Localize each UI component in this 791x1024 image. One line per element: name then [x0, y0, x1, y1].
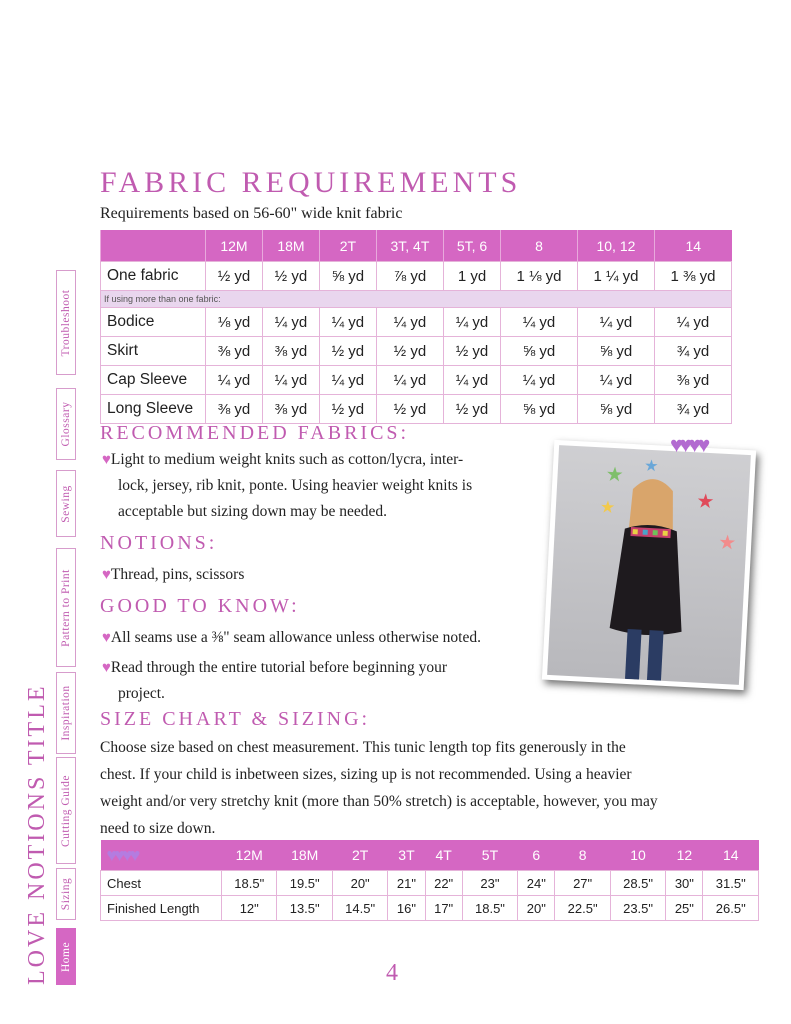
tab-pattern-to-print[interactable] — [56, 548, 76, 667]
recommended-line: lock, jersey, rib knit, ponte. Using heavier weight knits is — [118, 477, 473, 494]
page-number: 4 — [386, 960, 398, 986]
table-row — [101, 896, 759, 921]
table-cell: ¼ yd — [262, 366, 319, 395]
table-cell: ½ yd — [444, 337, 501, 366]
table-cell: ⅜ yd — [654, 366, 731, 395]
table-cell: 31.5" — [703, 871, 759, 896]
tab-sewing[interactable] — [56, 470, 76, 537]
table-cell: 25" — [666, 896, 703, 921]
heart-bullet-icon: ♥ — [102, 567, 111, 583]
recommended-line: Light to medium weight knits such as cotton/lycra, inter- — [110, 451, 464, 468]
heart-bullet-icon: ♥ — [102, 660, 111, 676]
table-cell: 26.5" — [703, 896, 759, 921]
table-cell: ¼ yd — [376, 308, 443, 337]
recommended-text — [102, 447, 542, 525]
star-icon: ★ — [599, 497, 616, 518]
table-cell: ¼ yd — [444, 366, 501, 395]
header-cell: 14 — [654, 230, 731, 262]
table-cell: ½ yd — [444, 395, 501, 424]
table-note: If using more than one fabric: — [101, 291, 732, 308]
tab-label: Cutting Guide — [60, 774, 72, 847]
good-to-know-item — [102, 655, 447, 707]
tab-label: Inspiration — [60, 685, 72, 741]
table-cell: ¼ yd — [500, 366, 577, 395]
table-cell: ⅜ yd — [206, 395, 263, 424]
table-cell: 1 ⅛ yd — [500, 262, 577, 291]
table-row — [101, 395, 732, 424]
table-header-row — [101, 230, 732, 262]
table-row — [101, 337, 732, 366]
table-cell: ⅜ yd — [206, 337, 263, 366]
size-chart-heading: SIZE CHART & SIZING: — [100, 708, 371, 730]
table-cell: 22.5" — [555, 896, 610, 921]
table-cell: 19.5" — [277, 871, 332, 896]
table-cell: ⅝ yd — [500, 337, 577, 366]
tab-sizing[interactable] — [56, 868, 76, 920]
header-cell: 12 — [666, 840, 703, 871]
row-label: One fabric — [101, 262, 206, 291]
table-cell: 18.5" — [462, 896, 517, 921]
table-cell: ¼ yd — [206, 366, 263, 395]
row-label: Long Sleeve — [101, 395, 206, 424]
table-cell: ⅛ yd — [206, 308, 263, 337]
table-row — [101, 366, 732, 395]
table-cell: 12" — [222, 896, 277, 921]
good-to-know-heading: GOOD TO KNOW: — [100, 595, 300, 617]
fabric-table — [100, 230, 732, 424]
table-cell: ¼ yd — [262, 308, 319, 337]
model-silhouette — [547, 445, 751, 685]
table-cell: ¼ yd — [319, 308, 376, 337]
header-cell: 3T — [388, 840, 425, 871]
header-cell: 10, 12 — [577, 230, 654, 262]
table-cell: 1 yd — [444, 262, 501, 291]
row-label: Skirt — [101, 337, 206, 366]
table-cell: 27" — [555, 871, 610, 896]
fabric-subheading: Requirements based on 56-60" wide knit fabric — [100, 205, 403, 222]
table-row — [101, 871, 759, 896]
tab-label: Sizing — [60, 877, 72, 911]
header-cell: 5T — [462, 840, 517, 871]
header-cell: 4T — [425, 840, 462, 871]
size-chart-paragraph — [100, 734, 760, 842]
heart-bullet-icon: ♥ — [102, 630, 111, 646]
table-cell: ⅜ yd — [262, 395, 319, 424]
header-cell — [101, 230, 206, 262]
table-cell: 1 ⅜ yd — [654, 262, 731, 291]
star-icon: ★ — [605, 463, 625, 487]
tab-label: Home — [60, 941, 72, 972]
size-table — [100, 840, 759, 921]
row-label: Cap Sleeve — [101, 366, 206, 395]
header-cell: 8 — [500, 230, 577, 262]
notions-text: Thread, pins, scissors — [110, 566, 245, 583]
table-cell: 20" — [518, 896, 555, 921]
row-label: Chest — [101, 871, 222, 896]
header-cell: 14 — [703, 840, 759, 871]
table-cell: 16" — [388, 896, 425, 921]
good-to-know-text: Read through the entire tutorial before beginning your — [110, 659, 448, 676]
table-cell: 30" — [666, 871, 703, 896]
table-cell: ¼ yd — [444, 308, 501, 337]
hearts-header-icon: ♥♥♥♥ — [101, 840, 222, 871]
notions-heading: NOTIONS: — [100, 532, 218, 554]
table-cell: ½ yd — [262, 262, 319, 291]
table-cell: ¾ yd — [654, 337, 731, 366]
star-icon: ★ — [717, 531, 737, 555]
tab-glossary[interactable] — [56, 388, 76, 460]
star-icon: ★ — [695, 490, 715, 514]
tab-inspiration[interactable] — [56, 672, 76, 754]
paragraph-line: need to size down. — [100, 820, 216, 837]
table-cell: 23" — [462, 871, 517, 896]
header-cell: 18M — [277, 840, 332, 871]
table-cell: ¼ yd — [577, 308, 654, 337]
table-cell: ⅝ yd — [577, 395, 654, 424]
table-cell: 24" — [518, 871, 555, 896]
header-cell: 3T, 4T — [376, 230, 443, 262]
header-cell: 8 — [555, 840, 610, 871]
table-cell: ¼ yd — [500, 308, 577, 337]
table-cell: 18.5" — [222, 871, 277, 896]
paragraph-line: chest. If your child is inbetween sizes, sizing up is not recommended. Using a heavier — [100, 766, 632, 783]
paragraph-line: Choose size based on chest measurement. This tunic length top fits generously in the — [100, 739, 626, 756]
hearts-decoration-icon: ♥♥♥♥ — [670, 432, 707, 457]
table-cell: ⅞ yd — [376, 262, 443, 291]
table-header-row — [101, 840, 759, 871]
row-label: Bodice — [101, 308, 206, 337]
recommended-line: acceptable but sizing down may be needed. — [118, 503, 387, 520]
heart-bullet-icon: ♥ — [102, 452, 111, 468]
table-cell: ¾ yd — [654, 395, 731, 424]
recommended-heading: RECOMMENDED FABRICS: — [100, 422, 410, 444]
model-photo — [542, 440, 756, 690]
tab-label: Sewing — [60, 484, 72, 523]
table-cell: ½ yd — [376, 395, 443, 424]
table-cell: 1 ¼ yd — [577, 262, 654, 291]
good-to-know-text: project. — [118, 685, 165, 702]
notions-item — [102, 562, 244, 588]
table-cell: ⅝ yd — [319, 262, 376, 291]
tab-cutting-guide[interactable] — [56, 757, 76, 864]
table-cell: 23.5" — [610, 896, 665, 921]
good-to-know-item — [102, 625, 481, 651]
header-cell: 10 — [610, 840, 665, 871]
page-heading: FABRIC REQUIREMENTS — [100, 166, 522, 199]
table-cell: 14.5" — [332, 896, 387, 921]
table-cell: ½ yd — [319, 395, 376, 424]
header-cell: 6 — [518, 840, 555, 871]
header-cell: 12M — [206, 230, 263, 262]
table-note-row — [101, 291, 732, 308]
table-cell: ½ yd — [319, 337, 376, 366]
table-cell: 28.5" — [610, 871, 665, 896]
header-cell: 18M — [262, 230, 319, 262]
table-cell: 13.5" — [277, 896, 332, 921]
row-label: Finished Length — [101, 896, 222, 921]
table-row — [101, 262, 732, 291]
table-cell: ¼ yd — [577, 366, 654, 395]
table-cell: 22" — [425, 871, 462, 896]
table-cell: ½ yd — [206, 262, 263, 291]
paragraph-line: weight and/or very stretchy knit (more than 50% stretch) is acceptable, however, you may — [100, 793, 658, 810]
side-title: LOVE NOTIONS TITLE — [24, 683, 50, 985]
table-cell: ¼ yd — [319, 366, 376, 395]
photo-image — [547, 445, 751, 685]
table-cell: 17" — [425, 896, 462, 921]
table-cell: 20" — [332, 871, 387, 896]
tab-troubleshoot[interactable] — [56, 270, 76, 375]
table-row — [101, 308, 732, 337]
tab-label: Troubleshoot — [60, 289, 72, 356]
tab-home[interactable] — [56, 928, 76, 985]
tab-label: Pattern to Print — [60, 568, 72, 647]
table-cell: ¼ yd — [654, 308, 731, 337]
table-cell: 21" — [388, 871, 425, 896]
table-cell: ⅝ yd — [577, 337, 654, 366]
header-cell: 12M — [222, 840, 277, 871]
table-cell: ¼ yd — [376, 366, 443, 395]
table-cell: ½ yd — [376, 337, 443, 366]
header-cell: 5T, 6 — [444, 230, 501, 262]
table-cell: ⅜ yd — [262, 337, 319, 366]
table-cell: ⅝ yd — [500, 395, 577, 424]
header-cell: 2T — [319, 230, 376, 262]
good-to-know-text: All seams use a ⅜" seam allowance unless otherwise noted. — [110, 629, 481, 646]
header-cell: 2T — [332, 840, 387, 871]
star-icon: ★ — [643, 457, 659, 476]
tab-label: Glossary — [60, 401, 72, 447]
